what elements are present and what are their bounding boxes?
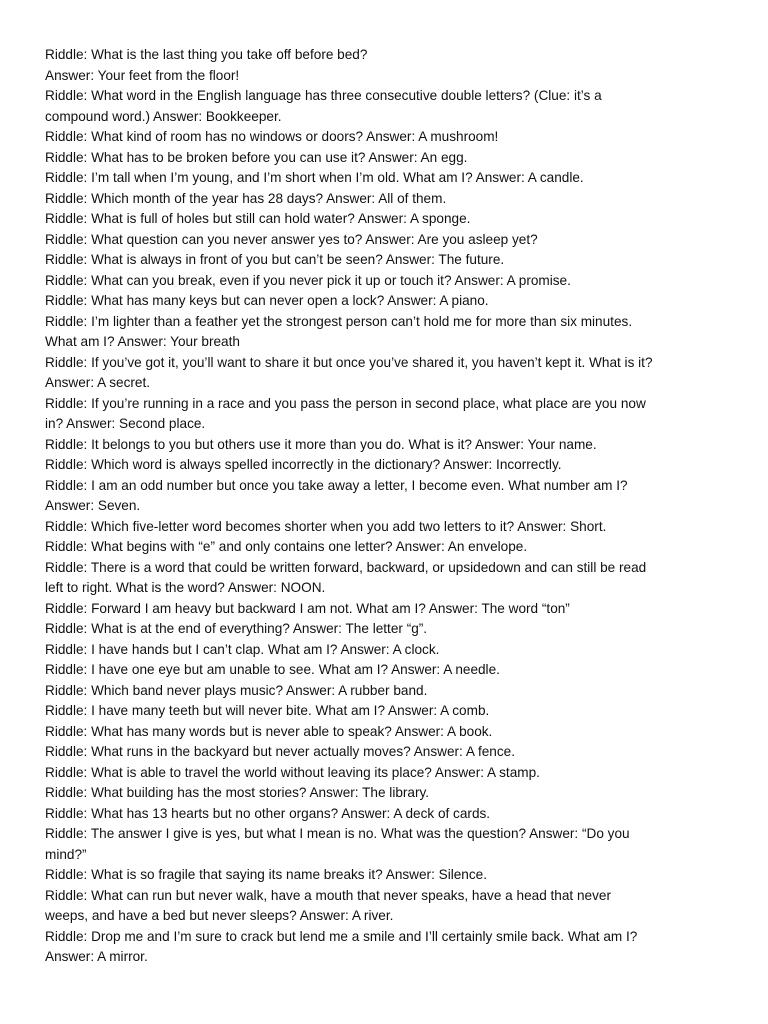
text-line: weeps, and have a bed but never sleeps? Answer: A river. xyxy=(45,908,394,923)
text-line: Riddle: If you’ve got it, you’ll want to share it but once you’ve shared it, you haven’t kept it. What is it? xyxy=(45,354,653,370)
text-line: Riddle: Forward I am heavy but backward I am not. What am I? Answer: The word “ton” xyxy=(45,600,570,616)
text-line: Riddle: What can run but never walk, have a mouth that never speaks, have a head that never xyxy=(45,887,611,903)
text-line: Riddle: What is full of holes but still can hold water? Answer: A sponge. xyxy=(45,211,471,226)
text-line: Riddle: What is able to travel the world without leaving its place? Answer: A stamp. xyxy=(45,764,540,780)
text-line: Riddle: Which month of the year has 28 days? Answer: All of them. xyxy=(45,190,447,206)
text-line: Riddle: I have hands but I can’t clap. What am I? Answer: A clock. xyxy=(45,641,440,657)
text-line: Riddle: What has 13 hearts but no other organs? Answer: A deck of cards. xyxy=(45,805,491,821)
text-line: Riddle: What is so fragile that saying its name breaks it? Answer: Silence. xyxy=(45,867,488,882)
text-line: Riddle: What begins with “e” and only contains one letter? Answer: An envelope. xyxy=(45,539,528,554)
text-line: Riddle: What is always in front of you but can’t be seen? Answer: The future. xyxy=(45,252,505,267)
text-line: Riddle: Which word is always spelled incorrectly in the dictionary? Answer: Incorrectly. xyxy=(45,457,562,472)
text-line: Riddle: If you’re running in a race and you pass the person in second place, what place are you now xyxy=(45,395,646,411)
text-line: Riddle: I have many teeth but will never bite. What am I? Answer: A comb. xyxy=(45,703,490,718)
text-line: Riddle: I’m lighter than a feather yet the strongest person can’t hold me for more than six minutes. xyxy=(45,313,633,329)
text-line: Riddle: What can you break, even if you never pick it up or touch it? Answer: A promise. xyxy=(45,272,571,288)
text-line: Riddle: What word in the English language has three consecutive double letters? (Clue: it’s a xyxy=(45,88,602,103)
text-line: Answer: A secret. xyxy=(45,375,151,390)
text-line: Riddle: I’m tall when I’m young, and I’m short when I’m old. What am I? Answer: A candle. xyxy=(45,170,584,185)
text-line: Riddle: I have one eye but am unable to see. What am I? Answer: A needle. xyxy=(45,662,500,677)
text-line: Answer: Your feet from the floor! xyxy=(45,67,240,83)
riddles-text xyxy=(45,45,725,968)
text-line: Riddle: What has to be broken before you can use it? Answer: An egg. xyxy=(45,149,468,165)
text-line: Riddle: What is the last thing you take off before bed? xyxy=(45,47,368,62)
text-line: Answer: Seven. xyxy=(45,498,141,513)
text-line: Riddle: What is at the end of everything? Answer: The letter “g”. xyxy=(45,621,428,636)
text-line: Riddle: Which band never plays music? Answer: A rubber band. xyxy=(45,682,428,698)
text-line: Riddle: I am an odd number but once you take away a letter, I become even. What number am I? xyxy=(45,477,628,493)
text-line: Riddle: What building has the most stories? Answer: The library. xyxy=(45,785,430,800)
text-line: Riddle: It belongs to you but others use it more than you do. What is it? Answer: Your name. xyxy=(45,436,597,452)
text-line: Riddle: What has many words but is never able to speak? Answer: A book. xyxy=(45,723,493,739)
text-line: Riddle: What runs in the backyard but never actually moves? Answer: A fence. xyxy=(45,744,515,759)
text-line: in? Answer: Second place. xyxy=(45,416,206,431)
text-line: Riddle: Which five-letter word becomes shorter when you add two letters to it? Answer: Short. xyxy=(45,518,607,534)
text-line: compound word.) Answer: Bookkeeper. xyxy=(45,108,282,124)
text-line: What am I? Answer: Your breath xyxy=(45,334,240,349)
text-line: mind?” xyxy=(45,846,87,862)
text-line: left to right. What is the word? Answer: NOON. xyxy=(45,580,326,595)
text-line: Riddle: What kind of room has no windows or doors? Answer: A mushroom! xyxy=(45,129,499,144)
text-line: Answer: A mirror. xyxy=(45,949,148,964)
text-line: Riddle: Drop me and I’m sure to crack but lend me a smile and I’ll certainly smile back. What am I? xyxy=(45,928,638,944)
text-line: Riddle: There is a word that could be written forward, backward, or upsidedown and can still be read xyxy=(45,559,647,575)
text-line: Riddle: The answer I give is yes, but what I mean is no. What was the question? Answer: “Do you xyxy=(45,826,630,841)
text-line: Riddle: What has many keys but can never open a lock? Answer: A piano. xyxy=(45,293,489,308)
text-line: Riddle: What question can you never answer yes to? Answer: Are you asleep yet? xyxy=(45,231,538,247)
